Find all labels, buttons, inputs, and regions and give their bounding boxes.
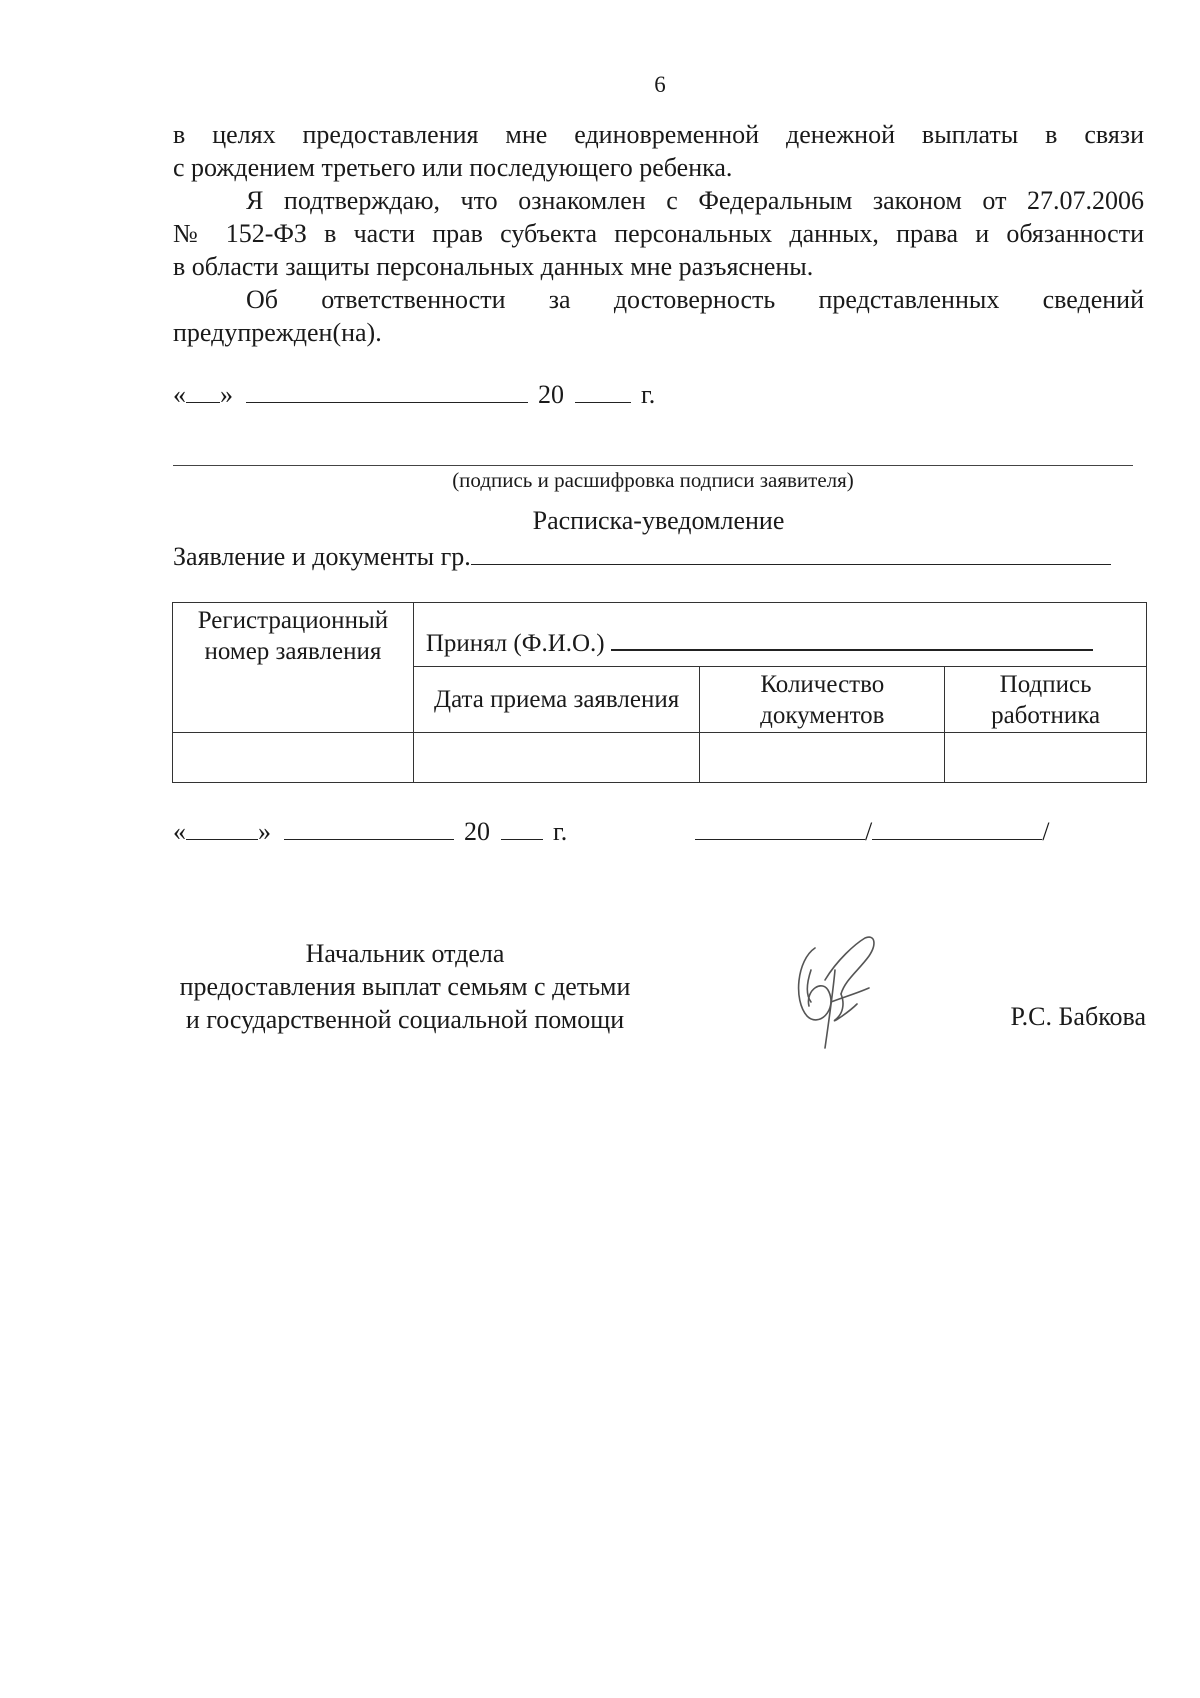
date-received-header: Дата приема заявления [413,667,700,733]
employee-signature-header: Подпись работника [945,667,1147,733]
position-title [150,937,660,1036]
date-line-applicant [173,378,655,410]
reg-number-cell[interactable] [173,733,414,783]
applicant-label: Заявление и документы гр. [173,542,471,571]
applicant-name-field[interactable] [471,540,1111,565]
accepted-by-label: Принял (Ф.И.О.) [425,629,605,657]
month-field-2[interactable] [284,815,454,840]
slash-2: / [1042,817,1050,846]
year-prefix-2: 20 [464,817,490,846]
consent-line-4: № 152-ФЗ в части прав субъекта персональных данных, права и обязанности [173,219,1144,248]
reg-number-header: Регистрационный номер заявления [173,603,414,733]
doc-count-cell[interactable] [700,733,945,783]
handwritten-signature-icon [785,930,895,1052]
applicant-signature-line[interactable] [173,465,1133,466]
consent-line-5: в области защиты персональных данных мне разъяснены. [173,252,814,281]
liability-line-2: предупрежден(на). [173,318,382,347]
year-prefix: 20 [538,380,564,409]
employee-signature-cell[interactable] [945,733,1147,783]
year-suffix-2: г. [553,817,568,846]
position-line-3: и государственной социальной помощи [185,1005,625,1034]
open-quote-2: « [173,817,186,846]
close-quote: » [220,380,233,409]
position-line-1: Начальник отдела [305,939,505,968]
consent-line-2: с рождением третьего или последующего ребенка. [173,153,733,182]
receipt-signature-field[interactable] [695,815,865,840]
signature-caption: (подпись и расшифровка подписи заявителя) [452,468,854,492]
accepted-by-cell [413,603,1146,667]
close-quote-2: » [258,817,271,846]
date-line-receipt [173,815,567,847]
day-field[interactable] [186,378,220,403]
day-field-2[interactable] [186,815,258,840]
receipt-table [172,602,1147,783]
receipt-name-field[interactable] [872,815,1042,840]
month-field[interactable] [246,378,528,403]
receipt-signature-row [695,815,1049,847]
signatory-name: Р.С. Бабкова [1010,1002,1146,1031]
applicant-row [173,540,1111,572]
liability-line-1: Об ответственности за достоверность представленных сведений [246,285,1144,314]
year-field-2[interactable] [501,815,543,840]
slash-1: / [865,817,873,846]
date-received-cell[interactable] [413,733,700,783]
year-suffix: г. [641,380,656,409]
consent-line-1: в целях предоставления мне единовременной денежной выплаты в связи [173,120,1144,149]
consent-line-3: Я подтверждаю, что ознакомлен с Федеральным законом от 27.07.2006 [246,186,1144,215]
position-line-2: предоставления выплат семьям с детьми [179,972,631,1001]
receipt-title: Расписка-уведомление [532,506,785,535]
year-field[interactable] [575,378,631,403]
accepted-by-field[interactable] [611,625,1093,651]
open-quote: « [173,380,186,409]
page-number: 6 [654,72,666,97]
doc-count-header: Количество документов [700,667,945,733]
